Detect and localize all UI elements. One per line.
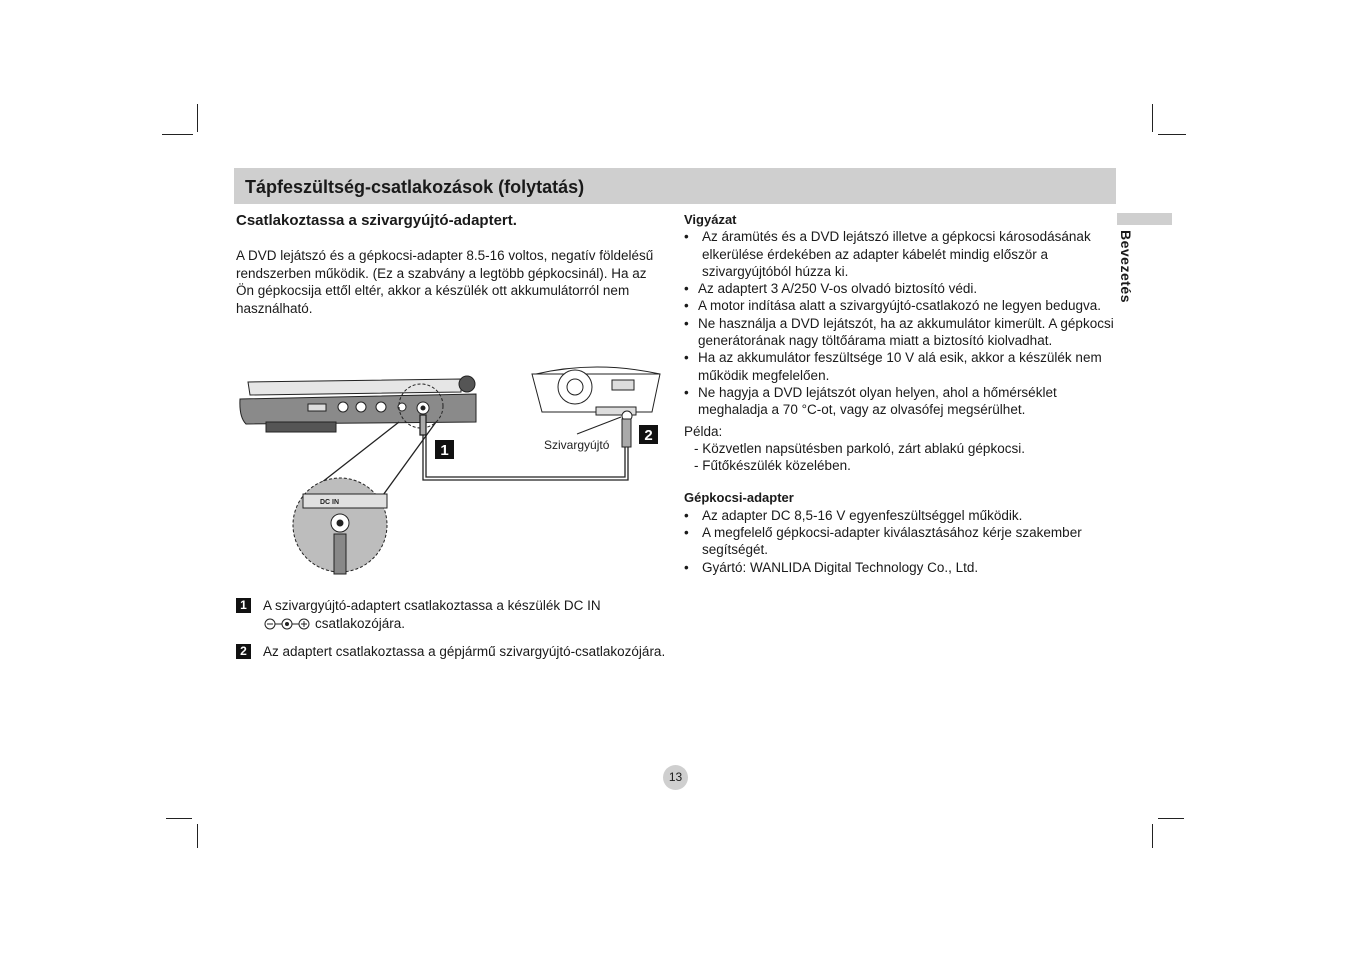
page-title: Tápfeszültség-csatlakozások (folytatás) <box>245 177 585 197</box>
crop-mark <box>1152 824 1153 848</box>
cigarette-lighter-label: Szivargyújtó <box>544 438 610 452</box>
adapter-item: • A megfelelő gépkocsi-adapter kiválasztásához kérje szakember segítségét. <box>684 524 1116 559</box>
intro-paragraph: A DVD lejátszó és a gépkocsi-adapter 8.5-16 voltos, negatív földelésű rendszerben működik. (Ez a szabvány a legtöbb gépkocsinál). Ha az Ön gépkocsija ettől eltér, akkor a készülék ott akkumulátorról nem használható. <box>236 248 654 316</box>
svg-text:2: 2 <box>644 427 653 444</box>
step-number: 2 <box>236 644 251 659</box>
step-1-text: A szivargyújtó-adaptert csatlakoztassa a készülék DC IN <box>263 598 601 613</box>
crop-mark <box>197 824 198 848</box>
callout-1 <box>435 440 454 459</box>
right-column <box>684 211 1116 576</box>
example-item: - Közvetlen napsütésben parkoló, zárt ablakú gépkocsi. <box>694 440 1025 456</box>
example-item: - Fűtőkészülék közelében. <box>694 458 851 474</box>
caution-item: • Ha az akkumulátor feszültsége 10 V alá esik, akkor a készülék nem működik megfelelően. <box>684 349 1116 384</box>
example-label: Példa: <box>684 423 723 439</box>
adapter-item: • Gyártó: WANLIDA Digital Technology Co., Ltd. <box>684 559 1116 576</box>
caution-item: • Ne hagyja a DVD lejátszót olyan helyen, ahol a hőmérséklet meghaladja a 70 °C-ot, vagy az olvasófej megsérülhet. <box>684 384 1116 419</box>
caution-item: • Az adaptert 3 A/250 V-os olvadó biztosító védi. <box>684 280 1116 297</box>
step-2 <box>236 643 666 661</box>
caution-item: • Az áramütés és a DVD lejátszó illetve a gépkocsi károsodásának elkerülése érdekében az adapter kábelét mindig először a szivargyújtóból húzza ki. <box>684 228 1116 280</box>
step-number: 1 <box>236 598 251 613</box>
crop-mark <box>166 818 192 819</box>
callout-2 <box>639 425 658 444</box>
side-tab-label: Bevezetés <box>1118 230 1134 303</box>
dc-in-text: DC IN <box>320 499 340 506</box>
step-1-text-end: csatlakozójára. <box>315 616 406 631</box>
dc-in-zoom-drawing <box>293 478 387 574</box>
connection-illustration <box>236 362 666 580</box>
step-1 <box>236 597 666 633</box>
step-2-text: Az adaptert csatlakoztassa a gépjármű szivargyújtó-csatlakozójára. <box>263 644 666 659</box>
caution-item: • Ne használja a DVD lejátszót, ha az akkumulátor kimerült. A gépkocsi generátorának nagy töltőárama miatt a biztosító kiolvadhat. <box>684 315 1116 350</box>
crop-mark <box>1152 104 1153 132</box>
adapter-heading: Gépkocsi-adapter <box>684 490 794 506</box>
side-tab-marker <box>1117 213 1172 225</box>
dvd-player-drawing <box>240 376 476 432</box>
caution-item: • A motor indítása alatt a szivargyújtó-csatlakozó ne legyen bedugva. <box>684 297 1116 314</box>
crop-mark <box>1158 134 1186 135</box>
crop-mark <box>162 134 193 135</box>
section-header <box>234 168 1116 204</box>
crop-mark <box>1158 818 1184 819</box>
section-subheading: Csatlakoztassa a szivargyújtó-adaptert. <box>236 212 517 229</box>
connection-diagram <box>236 362 666 580</box>
page-number: 13 <box>663 765 688 790</box>
caution-heading: Vigyázat <box>684 212 737 227</box>
svg-text:1: 1 <box>440 442 449 459</box>
adapter-item: • Az adapter DC 8,5-16 V egyenfeszültséggel működik. <box>684 507 1116 524</box>
dc-polarity-icon <box>263 617 311 631</box>
crop-mark <box>197 104 198 132</box>
